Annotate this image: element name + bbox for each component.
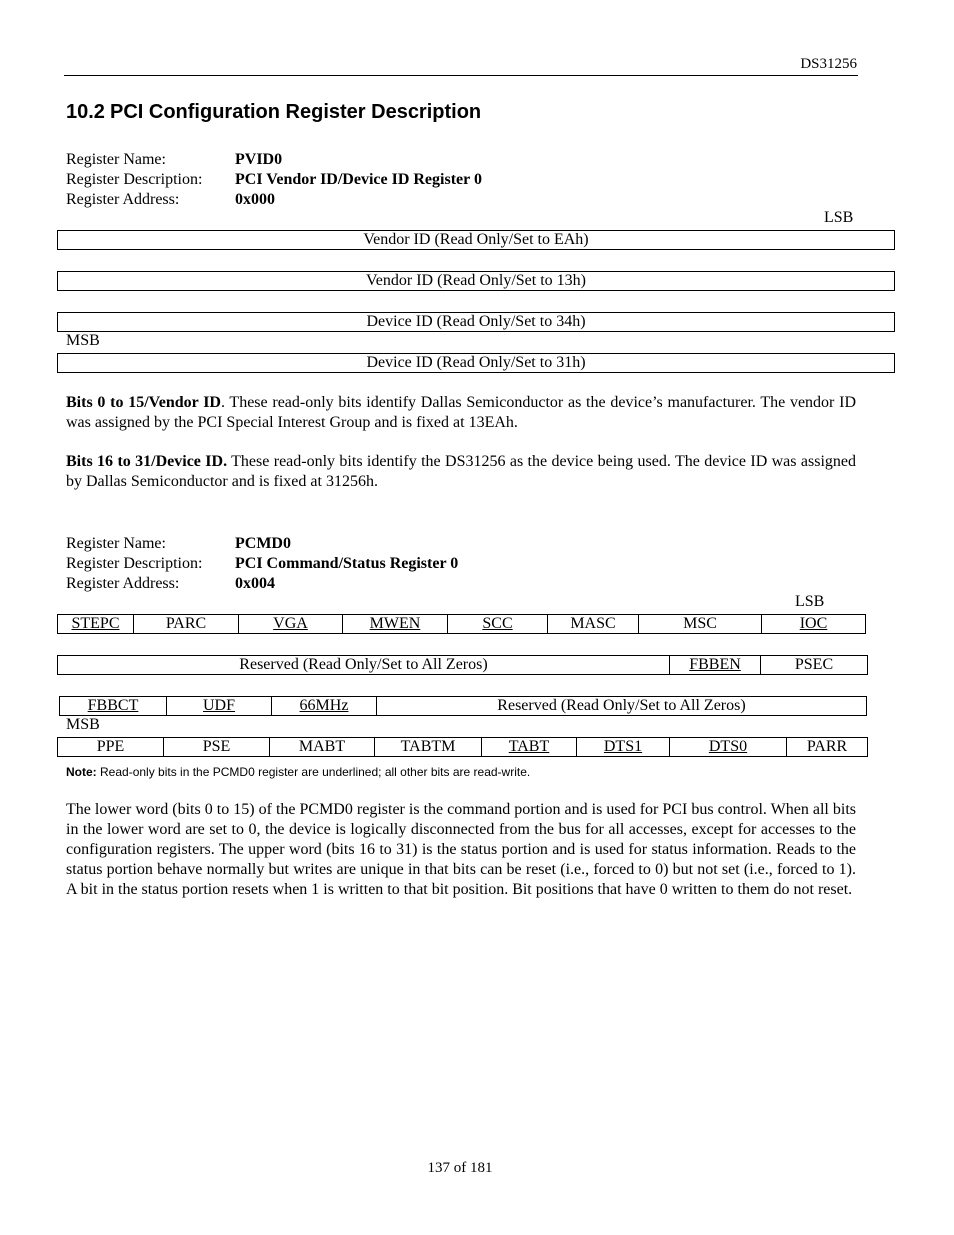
lsb-label: LSB: [824, 209, 854, 226]
bit-66mhz: 66MHz: [272, 697, 377, 716]
bit-pse: PSE: [164, 738, 270, 757]
pvid0-row-4: [57, 353, 895, 373]
msb-label: MSB: [66, 716, 100, 733]
bit-mwen: MWEN: [343, 615, 448, 634]
register-description-value: PCI Command/Status Register 0: [235, 555, 459, 572]
bit-dts0: DTS0: [670, 738, 787, 757]
pvid0-row-1: [57, 230, 895, 250]
pvid0-cell: Vendor ID (Read Only/Set to EAh): [58, 231, 895, 250]
pvid0-cell: Device ID (Read Only/Set to 31h): [58, 354, 895, 373]
bit-msc: MSC: [639, 615, 762, 634]
bit-psec: PSEC: [761, 656, 868, 675]
reserved-field: Reserved (Read Only/Set to All Zeros): [377, 697, 867, 716]
vendor-id-heading: Bits 0 to 15/Vendor ID: [66, 394, 221, 411]
section-number: 10.2: [66, 101, 105, 123]
bit-parr: PARR: [787, 738, 868, 757]
pvid0-row-3: [57, 312, 895, 332]
header-rule: [64, 75, 858, 76]
device-id-paragraph: [66, 452, 856, 492]
bit-ioc: IOC: [762, 615, 866, 634]
register-name-value: PVID0: [235, 151, 283, 168]
pcmd0-row-4: [57, 737, 868, 757]
register-name-value: PCMD0: [235, 535, 291, 552]
register-name-label: Register Name:: [66, 535, 166, 552]
bit-dts1: DTS1: [577, 738, 670, 757]
bit-tabt: TABT: [482, 738, 577, 757]
register-description-value: PCI Vendor ID/Device ID Register 0: [235, 171, 482, 188]
pvid0-cell: Device ID (Read Only/Set to 34h): [58, 313, 895, 332]
section-title: PCI Configuration Register Description: [110, 101, 482, 123]
bit-tabtm: TABTM: [375, 738, 482, 757]
page-number: 137 of 181: [427, 1160, 493, 1176]
note-text: Read-only bits in the PCMD0 register are underlined; all other bits are read-write.: [96, 765, 531, 779]
vendor-id-text: . These read-only bits identify Dallas Semiconductor as the device’s manufacturer. The vendor ID was assigned by the PCI Special Interest Group and is fixed at 13EAh.: [66, 394, 857, 431]
pvid0-row-2: [57, 271, 895, 291]
pvid0-meta: [66, 150, 482, 210]
doc-id: DS31256: [800, 56, 857, 72]
lsb-label: LSB: [795, 593, 825, 610]
bit-fbben: FBBEN: [670, 656, 761, 675]
register-name-label: Register Name:: [66, 151, 166, 168]
register-address-value: 0x004: [235, 575, 275, 592]
pvid0-cell: Vendor ID (Read Only/Set to 13h): [58, 272, 895, 291]
bit-udf: UDF: [167, 697, 272, 716]
bit-parc: PARC: [134, 615, 239, 634]
register-address-value: 0x000: [235, 191, 275, 208]
device-id-text: These read-only bits identify the DS31256 as the device being used. The device ID was assigned by Dallas Semiconductor and is fixed at 31256h.: [66, 453, 856, 490]
section-heading: [66, 101, 481, 124]
bit-ppe: PPE: [58, 738, 164, 757]
bit-scc: SCC: [448, 615, 548, 634]
vendor-id-paragraph: [66, 393, 856, 433]
register-address-label: Register Address:: [66, 575, 180, 592]
msb-label: MSB: [66, 332, 100, 349]
register-description-label: Register Description:: [66, 555, 203, 572]
bit-mabt: MABT: [270, 738, 375, 757]
reserved-field: Reserved (Read Only/Set to All Zeros): [58, 656, 670, 675]
bit-fbbct: FBBCT: [60, 697, 167, 716]
pcmd0-row-2: [57, 655, 868, 675]
bit-stepc: STEPC: [58, 615, 134, 634]
bit-vga: VGA: [239, 615, 343, 634]
register-address-label: Register Address:: [66, 191, 180, 208]
pcmd0-row-3: [59, 696, 867, 716]
note-label: Note:: [66, 765, 97, 779]
register-description-label: Register Description:: [66, 171, 203, 188]
pcmd0-row-1: [57, 614, 866, 634]
pcmd0-paragraph: The lower word (bits 0 to 15) of the PCMD0 register is the command portion and is used for PCI bus control. When all bits in the lower word are set to 0, the device is logically disconnected from the bus for all accesses, except for accesses to the configuration registers. The upper word (bits 16 to 31) is the status portion and is used for status information. Reads to the status portion behave normally but writes are unique in that bits can be reset (i.e., forced to 0) but not set (i.e., forced to 1). A bit in the status portion resets when 1 is written to that bit position. Bit positions that have 0 written to them do not reset.: [66, 801, 856, 898]
device-id-heading: Bits 16 to 31/Device ID.: [66, 453, 228, 470]
pcmd0-meta: [66, 534, 458, 594]
bit-masc: MASC: [548, 615, 639, 634]
read-only-note: [66, 765, 530, 779]
